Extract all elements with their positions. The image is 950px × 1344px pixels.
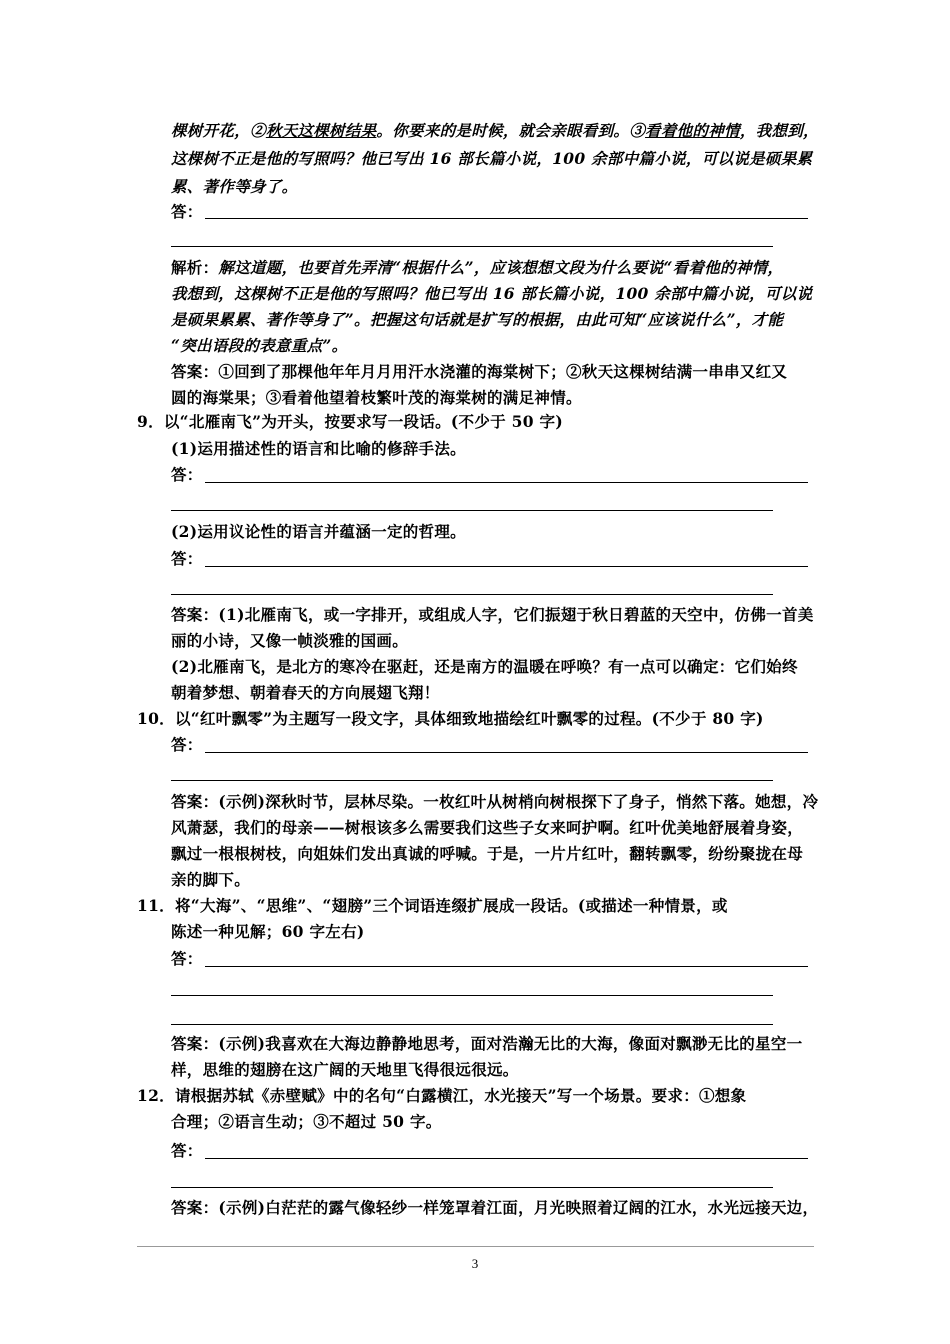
answer-blank[interactable]	[171, 995, 773, 996]
answer-line: 样，思维的翅膀在这广阔的天地里飞得很远很远。	[171, 1060, 519, 1079]
answer-line: 丽的小诗，又像一帧淡雅的国画。	[171, 631, 409, 650]
answer-text: (示例)白茫茫的露气像轻纱一样笼罩着江面，月光映照着辽阔的江水，水光远接天边，	[218, 1198, 819, 1217]
passage-line: 这棵树不正是他的写照吗？他已写出 16 部长篇小说，100 余部中篇小说，可以说是硕果累	[171, 149, 813, 168]
answer-line: 朝着梦想、朝着春天的方向展翅飞翔！	[171, 683, 440, 702]
answer-blank[interactable]	[171, 246, 773, 247]
answer-label: 答案：	[171, 605, 219, 624]
question-11-stem: 陈述一种见解；60 字左右)	[171, 922, 365, 941]
answer-text: (示例)深秋时节，层林尽染。一枚红叶从树梢向树根探下了身子，悄然下落。她想，冷	[218, 792, 819, 811]
answer-line	[171, 1197, 818, 1219]
answer-blank[interactable]	[171, 780, 773, 781]
question-10-stem: 10．以“红叶飘零”为主题写一段文字，具体细致地描绘红叶飘零的过程。(不少于 80 字)	[137, 709, 764, 728]
passage-text: 棵树开花，②	[171, 121, 266, 140]
answer-line	[171, 604, 814, 626]
answer-text: (1)北雁南飞，或一字排开，或组成人字，它们振翅于秋日碧蓝的天空中，仿佛一首美	[218, 605, 814, 624]
answer-blank[interactable]	[171, 594, 773, 595]
answer-blank[interactable]	[171, 1187, 773, 1188]
answer-label: 答案：	[171, 1034, 219, 1053]
footer-divider	[137, 1246, 814, 1247]
question-9-sub2: (2)运用议论性的语言并蕴涵一定的哲理。	[171, 522, 466, 541]
passage-text: ，我想到，	[739, 121, 819, 140]
answer-blank[interactable]	[205, 566, 808, 567]
answer-line	[171, 361, 787, 383]
underlined-phrase: 看着他的神情	[645, 121, 740, 140]
answer-blank[interactable]	[205, 966, 808, 967]
answer-text: (示例)我喜欢在大海边静静地思考，面对浩瀚无比的大海，像面对飘渺无比的星空一	[218, 1034, 803, 1053]
passage-line: 累、著作等身了。	[171, 177, 298, 196]
analysis-line: 我想到，这棵树不正是他的写照吗？他已写出 16 部长篇小说，100 余部中篇小说，可以说	[171, 284, 813, 303]
question-9-sub1: (1)运用描述性的语言和比喻的修辞手法。	[171, 439, 466, 458]
question-12-stem: 合理；②语言生动；③不超过 50 字。	[171, 1112, 442, 1131]
answer-prefix: 答：	[171, 735, 203, 754]
passage-line	[171, 120, 819, 142]
answer-line: 亲的脚下。	[171, 870, 251, 889]
answer-blank[interactable]	[205, 752, 808, 753]
answer-label: 答案：	[171, 1198, 219, 1217]
question-9-stem: 9．以“北雁南飞”为开头，按要求写一段话。(不少于 50 字)	[137, 412, 563, 431]
question-11-stem: 11．将“大海”、“思维”、“翅膀”三个词语连缀扩展成一段话。(或描述一种情景，或	[137, 896, 728, 915]
answer-prefix: 答：	[171, 1141, 203, 1160]
analysis-line: “突出语段的表意重点”。	[171, 336, 348, 355]
analysis-line	[171, 257, 783, 279]
answer-prefix: 答：	[171, 465, 203, 484]
answer-prefix: 答：	[171, 202, 203, 221]
answer-blank[interactable]	[205, 218, 808, 219]
analysis-text: 解这道题，也要首先弄清“根据什么”，应该想想文段为什么要说“看着他的神情，	[218, 258, 784, 277]
answer-label: 答案：	[171, 792, 219, 811]
answer-label: 答案：	[171, 362, 219, 381]
answer-blank[interactable]	[171, 1024, 773, 1025]
answer-line: 圆的海棠果；③看着他望着枝繁叶茂的海棠树的满足神情。	[171, 388, 582, 407]
answer-prefix: 答：	[171, 549, 203, 568]
answer-line	[171, 1033, 802, 1055]
analysis-line: 是硕果累累、著作等身了”。把握这句话就是扩写的根据，由此可知“应该说什么”，才能	[171, 310, 784, 329]
question-12-stem: 12．请根据苏轼《赤壁赋》中的名句“白露横江，水光接天”写一个场景。要求：①想象	[137, 1086, 747, 1105]
answer-prefix: 答：	[171, 949, 203, 968]
answer-blank[interactable]	[205, 482, 808, 483]
answer-line: (2)北雁南飞，是北方的寒冷在驱赶，还是南方的温暖在呼唤？有一点可以确定：它们始终	[171, 657, 798, 676]
answer-line: 风萧瑟，我们的母亲——树根该多么需要我们这些子女来呵护啊。红叶优美地舒展着身姿，	[171, 818, 804, 837]
passage-text: 。你要来的是时候，就会亲眼看到。③	[376, 121, 646, 140]
answer-blank[interactable]	[205, 1158, 808, 1159]
answer-text: ①回到了那棵他年年月月用汗水浇灌的海棠树下；②秋天这棵树结满一串串又红又	[218, 362, 788, 381]
analysis-label: 解析：	[171, 258, 219, 277]
answer-line: 飘过一根根树枝，向姐妹们发出真诚的呼喊。于是，一片片红叶，翻转飘零，纷纷聚拢在母	[171, 844, 804, 863]
underlined-phrase: 秋天这棵树结果	[265, 121, 377, 140]
page-number: 3	[471, 1256, 479, 1271]
answer-blank[interactable]	[171, 510, 773, 511]
answer-line	[171, 791, 818, 813]
